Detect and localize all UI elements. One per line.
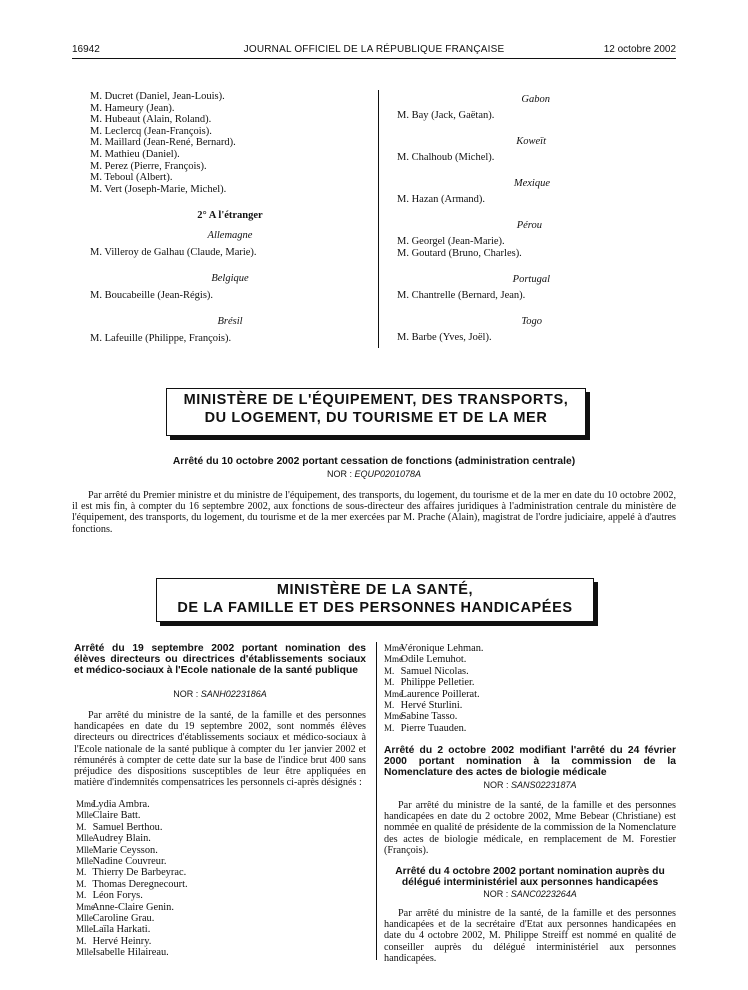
- arrete-title: Arrêté du 2 octobre 2002 modifiant l'arrêté du 24 février 2000 portant nomination à la commission de la Nomenclature des actes de biologie médicale: [384, 745, 676, 778]
- ministry-title-line2: DE LA FAMILLE ET DES PERSONNES HANDICAPÉES: [177, 600, 573, 616]
- civility-title: M.: [76, 821, 87, 832]
- country-heading: Allemagne: [207, 230, 253, 241]
- appointee-list-left: [76, 799, 356, 959]
- list-item: [76, 799, 356, 810]
- country-heading: Mexique: [513, 178, 550, 189]
- list-item: M. Perez (Pierre, François).: [90, 160, 207, 172]
- ministry-title-line1: MINISTÈRE DE LA SANTÉ,: [276, 582, 474, 598]
- list-item: M. Goutard (Bruno, Charles).: [397, 248, 522, 259]
- country-heading: Pérou: [516, 220, 542, 231]
- list-item: M. Chalhoub (Michel).: [397, 152, 495, 163]
- arrete-title: Arrêté du 19 septembre 2002 portant nomination des élèves directeurs ou directrices d'établissements sociaux et médico-sociaux à l'Ecole nationale de la santé publique: [74, 643, 366, 676]
- nor-code: SANC0223264A: [510, 889, 577, 899]
- person-name: Audrey Blain.: [90, 833, 151, 845]
- appointee-list-right: [384, 643, 664, 734]
- name-list-top-left: [90, 91, 370, 195]
- list-item: M. Leclercq (Jean-François).: [90, 125, 212, 137]
- person-name: Philippe Pelletier.: [398, 677, 475, 689]
- nor-reference: [384, 780, 676, 790]
- country-heading: Portugal: [512, 274, 550, 285]
- civility-title: Mme: [384, 654, 403, 665]
- nor-reference: [384, 889, 676, 899]
- civility-title: Mme: [76, 901, 95, 912]
- page-number: 16942: [72, 44, 100, 55]
- civility-title: Mlle: [76, 913, 93, 924]
- ministry-box-sante: [156, 578, 594, 622]
- list-item: [76, 913, 356, 924]
- list-item: [76, 924, 356, 935]
- civility-title: Mme: [384, 688, 403, 699]
- column-divider: [376, 642, 377, 960]
- person-name: Thierry De Barbeyrac.: [90, 867, 187, 879]
- civility-title: M.: [384, 700, 395, 711]
- list-item: [384, 700, 664, 711]
- list-item: [76, 947, 356, 958]
- nor-code: SANS0223187A: [510, 780, 577, 790]
- nor-label: NOR :: [483, 780, 509, 790]
- person-name: Samuel Berthou.: [90, 821, 163, 833]
- nor-code: SANH0223186A: [200, 689, 267, 699]
- list-item: [384, 643, 664, 654]
- arrete-body: Par arrêté du ministre de la santé, de la famille et des personnes handicapées en date du 2 octobre 2002, Mme Bebear (Christiane) est nommée en qualité de présidente de la commission de la Nomenclature des actes de biologie médicale, en remplacement de M. Forestier (François).: [384, 800, 676, 856]
- list-item: M. Lafeuille (Philippe, François).: [90, 333, 232, 344]
- list-item: [384, 666, 664, 677]
- nor-code: EQUP0201078A: [354, 469, 422, 479]
- list-item: [384, 723, 664, 734]
- ministry-title-line1: MINISTÈRE DE L'ÉQUIPEMENT, DES TRANSPORTS,: [183, 392, 569, 408]
- country-heading: Brésil: [217, 316, 243, 327]
- person-name: Hervé Heinry.: [90, 935, 152, 947]
- arrete-body: Par arrêté du ministre de la santé, de la famille et des personnes handicapées en date du 19 septembre 2002, sont nommés élèves directeurs ou directrices d'établissements sociaux et médico-sociaux à l'Ecole nationale de la santé publique à compter du 1er janvier 2002 et rémunérés à compter de cette date sur la base de l'indice brut 400 sans préjudice des dispositions susceptibles de leur être appliquées en matière d'indemnités compensatrices les personnels ci-après désignés :: [74, 710, 366, 789]
- civility-title: Mlle: [76, 833, 93, 844]
- person-name: Anne-Claire Genin.: [90, 901, 174, 913]
- person-name: Marie Ceysson.: [90, 844, 158, 856]
- person-name: Nadine Couvreur.: [90, 856, 167, 868]
- person-name: Laurence Poillerat.: [398, 688, 480, 700]
- journal-title: JOURNAL OFFICIEL DE LA RÉPUBLIQUE FRANÇAISE: [243, 44, 505, 55]
- person-name: Isabelle Hilaireau.: [90, 947, 169, 959]
- civility-title: Mlle: [76, 844, 93, 855]
- list-item: M. Georgel (Jean-Marie).: [397, 236, 505, 247]
- nor-label: NOR :: [326, 469, 352, 479]
- nor-label: NOR :: [483, 889, 509, 899]
- list-item: [76, 879, 356, 890]
- person-name: Léon Forys.: [90, 890, 143, 902]
- list-item: [76, 810, 356, 821]
- list-item: [76, 822, 356, 833]
- list-item: M. Hazan (Armand).: [397, 194, 486, 205]
- issue-date: 12 octobre 2002: [603, 44, 676, 55]
- person-name: Laïla Harkati.: [90, 924, 151, 936]
- arrete-title: Arrêté du 10 octobre 2002 portant cessation de fonctions (administration centrale): [172, 456, 576, 467]
- list-item: M. Villeroy de Galhau (Claude, Marie).: [90, 247, 257, 258]
- person-name: Hervé Sturlini.: [398, 700, 463, 712]
- civility-title: Mlle: [76, 856, 93, 867]
- list-item: M. Ducret (Daniel, Jean-Louis).: [90, 91, 225, 102]
- list-item: M. Barbe (Yves, Joël).: [397, 332, 492, 343]
- list-item: [76, 902, 356, 913]
- list-item: [76, 936, 356, 947]
- column-divider: [378, 90, 379, 348]
- list-item: [384, 689, 664, 700]
- list-item: [384, 654, 664, 665]
- civility-title: Mlle: [76, 810, 93, 821]
- person-name: Caroline Grau.: [90, 913, 155, 925]
- country-heading: Koweït: [516, 136, 546, 147]
- country-heading: Belgique: [211, 273, 249, 284]
- country-heading: Gabon: [521, 94, 550, 105]
- list-item: M. Maillard (Jean-René, Bernard).: [90, 137, 236, 149]
- arrete-title: Arrêté du 4 octobre 2002 portant nomination auprès du délégué interministériel aux personnes handicapées: [395, 866, 665, 888]
- list-item: [384, 677, 664, 688]
- list-item: [76, 867, 356, 878]
- civility-title: M.: [76, 935, 87, 946]
- nor-label: NOR :: [173, 689, 199, 699]
- civility-title: Mme: [384, 643, 403, 653]
- list-item: M. Mathieu (Daniel).: [90, 148, 180, 160]
- country-heading: Togo: [521, 316, 542, 327]
- list-item: M. Vert (Joseph-Marie, Michel).: [90, 183, 227, 195]
- civility-title: M.: [384, 665, 395, 676]
- list-item: M. Bay (Jack, Gaëtan).: [397, 110, 495, 121]
- list-item: M. Chantrelle (Bernard, Jean).: [397, 290, 526, 301]
- person-name: Sabine Tasso.: [398, 711, 458, 723]
- list-item: [384, 711, 664, 722]
- nor-reference: [74, 689, 366, 699]
- civility-title: Mlle: [76, 924, 93, 935]
- person-name: Samuel Nicolas.: [398, 665, 469, 677]
- civility-title: Mme: [76, 799, 95, 809]
- civility-title: M.: [76, 890, 87, 901]
- list-item: M. Teboul (Albert).: [90, 172, 173, 184]
- abroad-heading: 2° A l'étranger: [197, 210, 263, 221]
- arrete-body: Par arrêté du Premier ministre et du ministre de l'équipement, des transports, du logement, du tourisme et de la mer en date du 10 octobre 2002, il est mis fin, à compter du 16 septembre 2002, aux fonctions de sous-directeur des affaires juridiques à l'administration centrale du ministère de l'équipement, des transports, du logement, du tourisme et de la mer exercées par M. Prache (Alain), magistrat de l'ordre judiciaire, appelé à d'autres fonctions.: [72, 490, 676, 535]
- civility-title: M.: [384, 677, 395, 688]
- ministry-box-equipement: [166, 388, 586, 436]
- person-name: Lydia Ambra.: [90, 799, 150, 810]
- arrete-body: Par arrêté du ministre de la santé, de la famille et des personnes handicapées et de la secrétaire d'Etat aux personnes handicapées en date du 4 octobre 2002, M. Philippe Streiff est nommé en qualité de conseiller auprès du délégué interministériel aux personnes handicapées.: [384, 908, 676, 964]
- list-item: M. Hameury (Jean).: [90, 102, 175, 114]
- list-item: [76, 890, 356, 901]
- person-name: Thomas Deregnecourt.: [90, 878, 188, 890]
- civility-title: M.: [76, 878, 87, 889]
- nor-reference: [72, 469, 676, 479]
- person-name: Claire Batt.: [90, 810, 141, 822]
- person-name: Véronique Lehman.: [398, 643, 484, 654]
- person-name: Pierre Tuauden.: [398, 722, 467, 734]
- list-item: M. Boucabeille (Jean-Régis).: [90, 290, 214, 301]
- person-name: Odile Lemuhot.: [398, 654, 467, 666]
- civility-title: M.: [76, 867, 87, 878]
- civility-title: Mme: [384, 711, 403, 722]
- header-rule: [72, 58, 676, 59]
- list-item: M. Hubeaut (Alain, Roland).: [90, 114, 212, 126]
- civility-title: Mlle: [76, 947, 93, 958]
- list-item: [76, 845, 356, 856]
- civility-title: M.: [384, 722, 395, 733]
- list-item: [76, 833, 356, 844]
- list-item: [76, 856, 356, 867]
- ministry-title-line2: DU LOGEMENT, DU TOURISME ET DE LA MER: [204, 410, 548, 426]
